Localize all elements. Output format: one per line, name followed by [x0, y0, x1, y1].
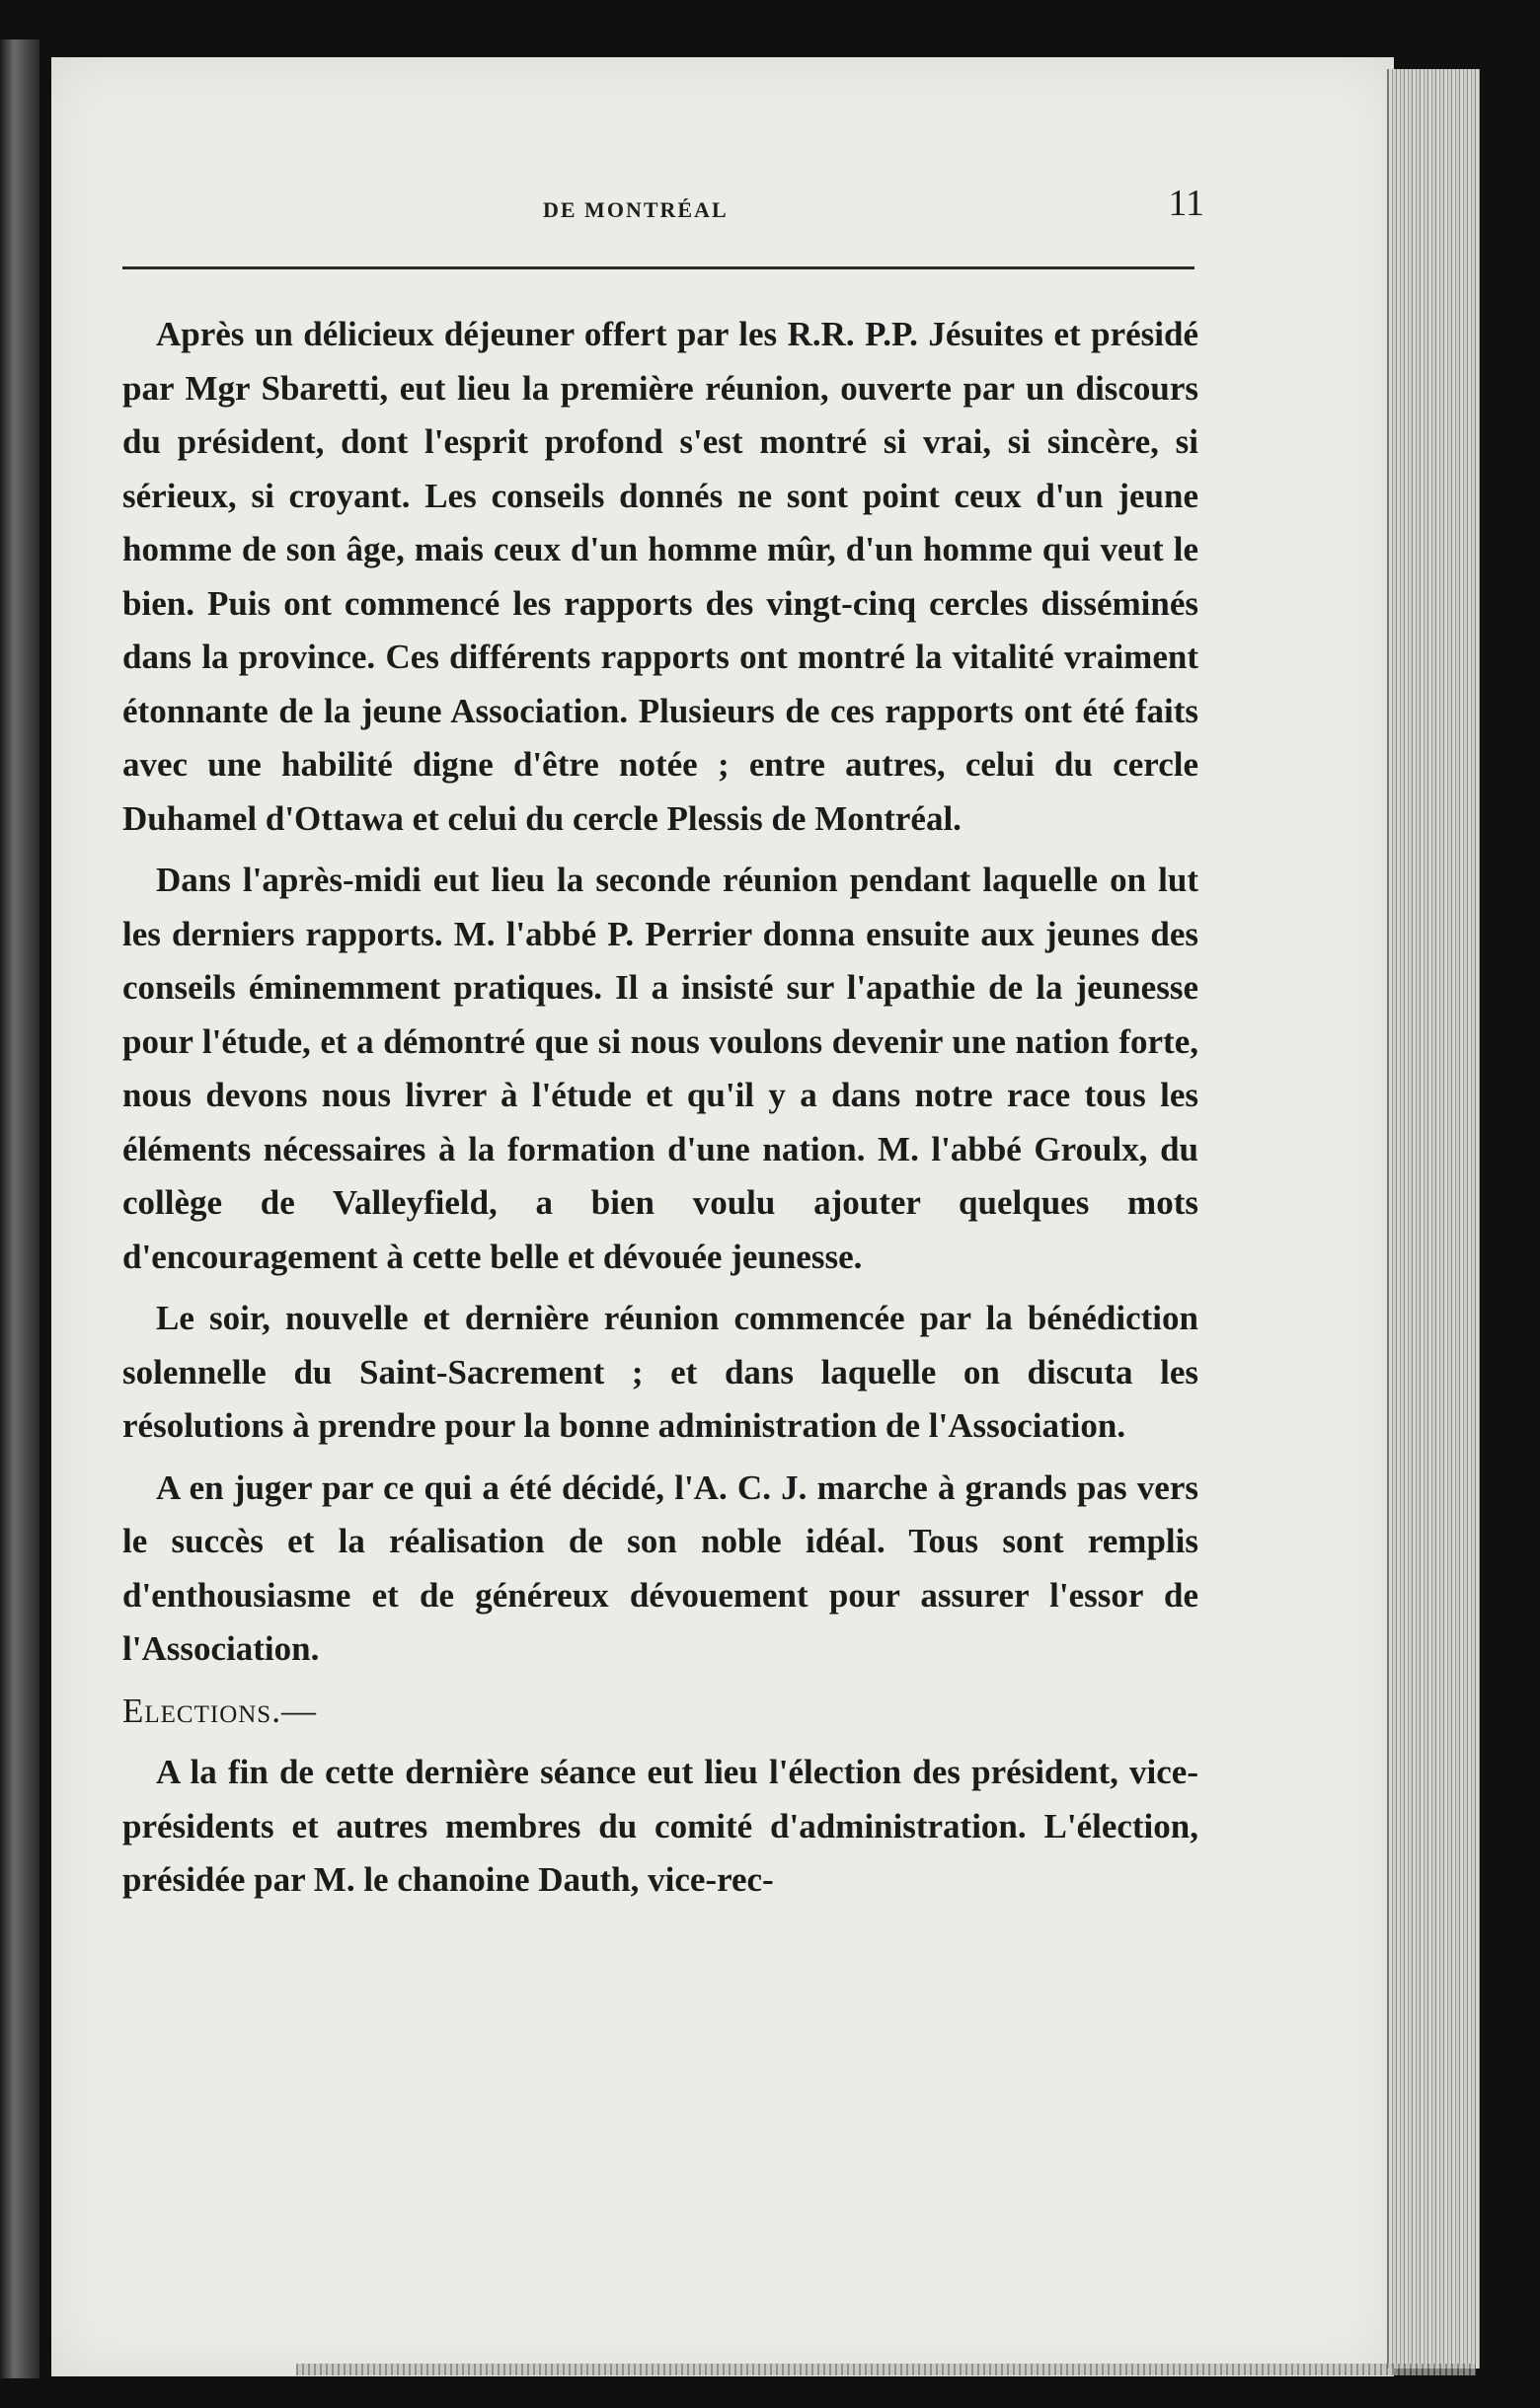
paragraph-1: Après un délicieux déjeuner offert par les R.R. P.P. Jésuites et présidé par Mgr Sbaretti, eut lieu la première réunion, ouverte par un discours du président, dont l'esprit profond s'est montré si vrai, si sincère, si sérieux, si croyant. Les conseils donnés ne sont point ceux d'un jeune homme de son âge, mais ceux d'un homme mûr, d'un homme qui veut le bien. Puis ont commencé les rapports des vingt-cinq cercles disséminés dans la province. Ces différents rapports ont montré la vitalité vraiment étonnante de la jeune Association. Plusieurs de ces rapports ont été faits avec une habilité digne d'être notée ; entre autres, celui du cercle Duhamel d'Ottawa et celui du cercle Plessis de Montréal. [122, 315, 1198, 838]
body-text [122, 308, 1198, 1916]
running-title: DE MONTRÉAL [543, 197, 729, 222]
paragraph-4: A en juger par ce qui a été décidé, l'A. C. J. marche à grands pas vers le succès et la réalisation de son noble idéal. Tous sont remplis d'enthousiasme et de généreux dévouement pour assurer l'essor de l'Association. [122, 1467, 1198, 1668]
section-heading-elections: Elections.— [122, 1691, 317, 1730]
page-number: 11 [1168, 183, 1204, 224]
running-head [118, 178, 1204, 237]
facing-page-edge [0, 39, 39, 2378]
page-stack-bottom-edge [296, 2364, 1476, 2375]
paragraph-3: Le soir, nouvelle et dernière réunion commencée par la bénédiction solennelle du Saint-Sacrement ; et dans laquelle on discuta les résolutions à prendre pour la bonne administration de l'Association. [122, 1299, 1198, 1445]
paragraph-2: Dans l'après-midi eut lieu la seconde réunion pendant laquelle on lut les derniers rapports. M. l'abbé P. Perrier donna ensuite aux jeunes des conseils éminemment pratiques. Il a insisté sur l'apathie de la jeunesse pour l'étude, et a démontré que si nous voulons devenir une nation forte, nous devons nous livrer à l'étude et qu'il y a dans notre race tous les éléments nécessaires à la formation d'une nation. M. l'abbé Groulx, du collège de Valleyfield, a bien voulu ajouter quelques mots d'encouragement à cette belle et dévouée jeunesse. [122, 861, 1198, 1276]
page-stack-edge [1387, 69, 1480, 2369]
paragraph-5: A la fin de cette dernière séance eut lieu l'élection des président, vice-présidents et autres membres du comité d'administration. L'élection, présidée par M. le chanoine Dauth, vice-rec- [122, 1753, 1198, 1899]
header-rule [122, 266, 1194, 269]
